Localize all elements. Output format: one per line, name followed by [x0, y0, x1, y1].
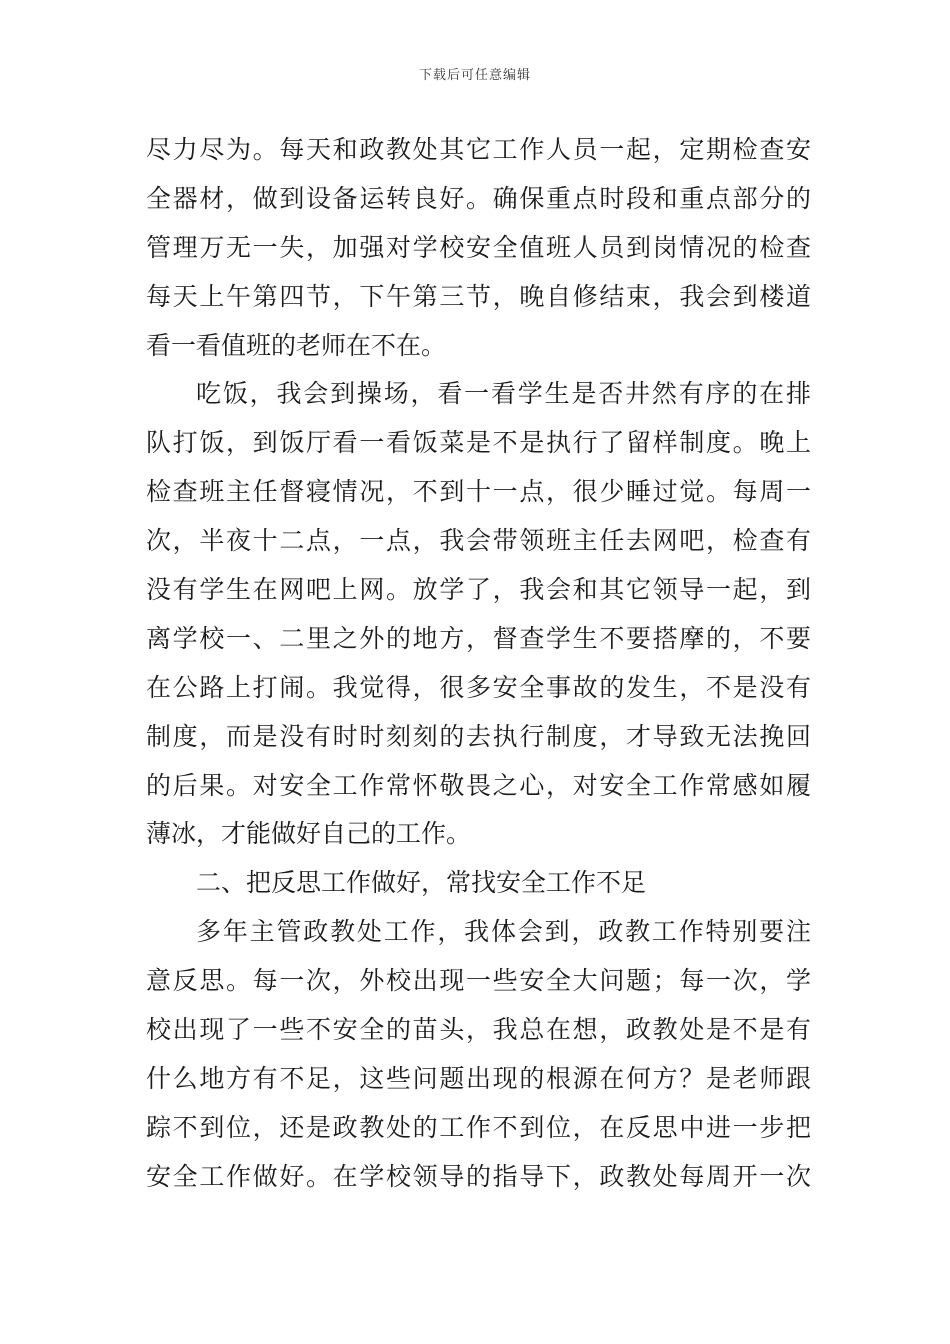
text-line: 全器材，做到设备运转良好。确保重点时段和重点部分的	[146, 183, 811, 213]
text-line: 管理万无一失，加强对学校安全值班人员到岗情况的检查	[146, 232, 811, 262]
text-line: 看一看值班的老师在不在。	[146, 330, 447, 360]
text-line: 尽力尽为。每天和政教处其它工作人员一起，定期检查安	[146, 135, 811, 164]
text-line: 每天上午第四节，下午第三节，晚自修结束，我会到楼道	[146, 281, 811, 311]
text-line: 的后果。对安全工作常怀敬畏之心，对安全工作常感如履	[146, 770, 811, 800]
text-line: 制度，而是没有时时刻刻的去执行制度，才导致无法挽回	[146, 721, 811, 751]
page-header: 下载后可任意编辑	[418, 68, 531, 83]
text-line: 检查班主任督寝情况，不到十一点，很少睡过觉。每周一	[146, 477, 811, 507]
text-line: 队打饭，到饭厅看一看饭菜是不是执行了留样制度。晚上	[146, 428, 811, 458]
text-line: 安全工作做好。在学校领导的指导下，政教处每周开一次	[146, 1161, 811, 1191]
text-line: 次，半夜十二点，一点，我会带领班主任去网吧，检查有	[146, 526, 811, 556]
section-heading: 二、把反思工作做好，常找安全工作不足	[196, 868, 647, 898]
paragraph-start-line: 多年主管政教处工作，我体会到，政教工作特别要注	[196, 917, 811, 947]
text-line: 薄冰，才能做好自己的工作。	[146, 819, 472, 849]
text-line: 踪不到位，还是政教处的工作不到位，在反思中进一步把	[146, 1112, 811, 1142]
paragraph-start-line: 吃饭，我会到操场，看一看学生是否井然有序的在排	[196, 379, 811, 409]
text-line: 意反思。每一次，外校出现一些安全大问题；每一次，学	[146, 966, 811, 996]
text-line: 没有学生在网吧上网。放学了，我会和其它领导一起，到	[146, 575, 811, 605]
text-line: 离学校一、二里之外的地方，督查学生不要搭摩的，不要	[146, 623, 811, 653]
text-line: 校出现了一些不安全的苗头，我总在想，政教处是不是有	[146, 1015, 811, 1045]
text-line: 在公路上打闹。我觉得，很多安全事故的发生，不是没有	[146, 672, 811, 702]
document-body	[146, 126, 811, 1202]
text-line: 什么地方有不足，这些问题出现的根源在何方？是老师跟	[146, 1063, 811, 1093]
